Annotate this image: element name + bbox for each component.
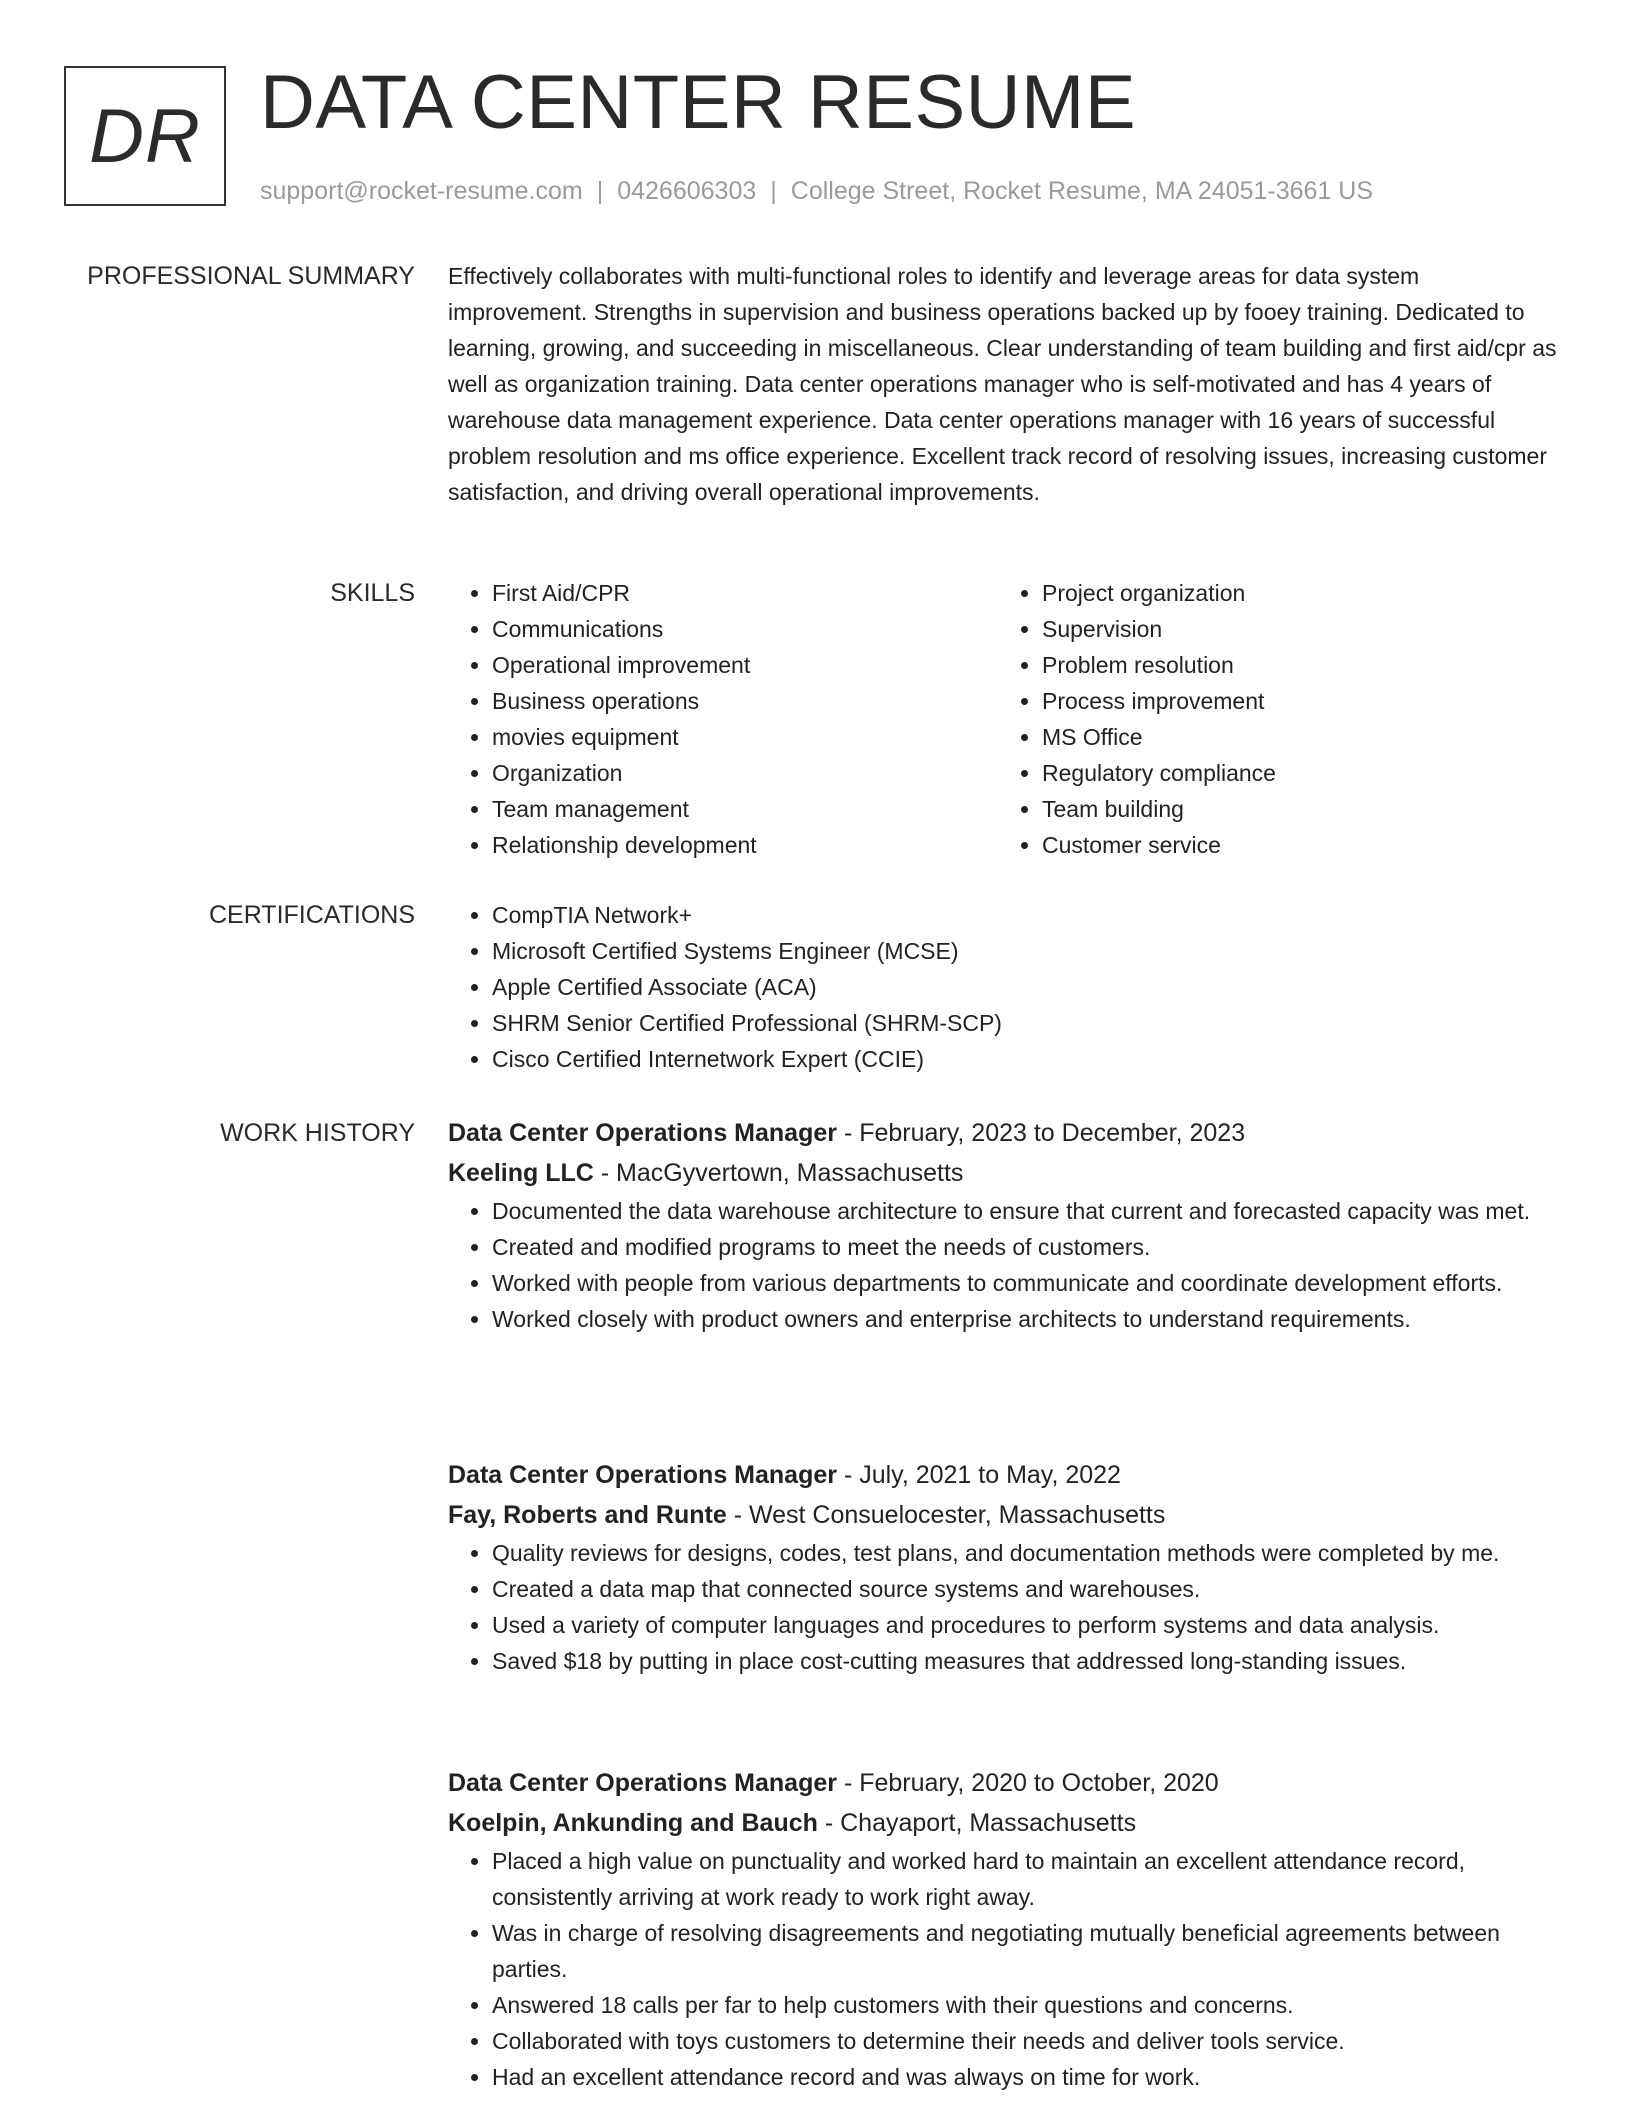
certification-item: • Cisco Certified Internetwork Expert (CCIE) (492, 1041, 1564, 1077)
job-duty: • Created a data map that connected source systems and warehouses. (492, 1571, 1564, 1607)
skill-item: • Problem resolution (1042, 647, 1548, 683)
job-duties-list (448, 1843, 1564, 2095)
job-role: Data Center Operations Manager (448, 1461, 837, 1489)
section-label-skills: SKILLS (330, 579, 415, 607)
skill-item: • Relationship development (492, 827, 998, 863)
job-dates: - July, 2021 to May, 2022 (837, 1461, 1121, 1489)
job-duty: • Worked with people from various departments to communicate and coordinate development efforts. (492, 1265, 1564, 1301)
page-title: DATA CENTER RESUME (260, 60, 1137, 145)
job-duty: • Placed a high value on punctuality and worked hard to maintain an excellent attendance record, consistently arriving at work ready to work right away. (492, 1843, 1564, 1915)
job-duties-list (448, 1193, 1564, 1337)
job-dates: - February, 2023 to December, 2023 (837, 1119, 1246, 1147)
certification-item: • Microsoft Certified Systems Engineer (MCSE) (492, 933, 1564, 969)
skill-item: • First Aid/CPR (492, 575, 998, 611)
skill-item: • Customer service (1042, 827, 1548, 863)
job-duty: • Answered 18 calls per far to help customers with their questions and concerns. (492, 1987, 1564, 2023)
job-duty: • Saved $18 by putting in place cost-cutting measures that addressed long-standing issues. (492, 1643, 1564, 1679)
skill-item: • movies equipment (492, 719, 998, 755)
monogram-logo: DR (64, 66, 226, 206)
job-company-line (448, 1495, 1564, 1535)
job-location: - Chayaport, Massachusetts (817, 1809, 1137, 1837)
skill-item: • Communications (492, 611, 998, 647)
skill-item: • Team management (492, 791, 998, 827)
job-body (448, 1763, 1564, 2095)
job-dates: - February, 2020 to October, 2020 (837, 1769, 1219, 1797)
job-role: Data Center Operations Manager (448, 1119, 837, 1147)
skills-body (448, 575, 1564, 863)
section-label-certifications: CERTIFICATIONS (208, 901, 415, 929)
certifications-list (448, 897, 1564, 1077)
skills-list-left (448, 575, 998, 863)
job-duty: • Quality reviews for designs, codes, test plans, and documentation methods were completed by me. (492, 1535, 1564, 1571)
job-title-line (448, 1113, 1564, 1153)
summary-text: Effectively collaborates with multi-functional roles to identify and leverage areas for data system improvement. Strengths in supervision and business operations backed up by fooey training. Dedicated to learning, growing, and succeeding in miscellaneous. Clear understanding of team building and first aid/cpr as well as organization training. Data center operations manager who is self-motivated and has 4 years of warehouse data management experience. Data center operations manager with 16 years of successful problem resolution and ms office experience. Excellent track record of resolving issues, increasing customer satisfaction, and driving overall operational improvements. (448, 263, 1557, 505)
job-duty: • Had an excellent attendance record and was always on time for work. (492, 2059, 1564, 2095)
contact-phone[interactable]: 0426606303 (617, 177, 757, 205)
contact-separator: | (770, 177, 777, 205)
job-duty: • Was in charge of resolving disagreements and negotiating mutually beneficial agreements between parties. (492, 1915, 1564, 1987)
job-body (448, 1455, 1564, 1679)
job-location: - West Consuelocester, Massachusetts (726, 1501, 1166, 1529)
job-company: Keeling LLC (448, 1159, 594, 1187)
skills-list-right (998, 575, 1548, 863)
section-label-work-history: WORK HISTORY (220, 1119, 415, 1147)
skill-item: • Regulatory compliance (1042, 755, 1548, 791)
section-label-summary: PROFESSIONAL SUMMARY (87, 262, 415, 290)
job-body (448, 1113, 1564, 1337)
skill-item: • Project organization (1042, 575, 1548, 611)
job-company: Koelpin, Ankunding and Bauch (448, 1809, 818, 1837)
job-duty: • Used a variety of computer languages and procedures to perform systems and data analysis. (492, 1607, 1564, 1643)
contact-address: College Street, Rocket Resume, MA 24051-3661 US (790, 177, 1374, 205)
job-role: Data Center Operations Manager (448, 1769, 837, 1797)
certifications-body (448, 897, 1564, 1077)
job-company-line (448, 1153, 1564, 1193)
job-location: - MacGyvertown, Massachusetts (593, 1159, 964, 1187)
job-company-line (448, 1803, 1564, 1843)
certification-item: • SHRM Senior Certified Professional (SHRM-SCP) (492, 1005, 1564, 1041)
job-duty: • Documented the data warehouse architecture to ensure that current and forecasted capacity was met. (492, 1193, 1564, 1229)
job-duty: • Created and modified programs to meet the needs of customers. (492, 1229, 1564, 1265)
job-company: Fay, Roberts and Runte (448, 1501, 727, 1529)
certification-item: • CompTIA Network+ (492, 897, 1564, 933)
certification-item: • Apple Certified Associate (ACA) (492, 969, 1564, 1005)
skill-item: • Supervision (1042, 611, 1548, 647)
job-title-line (448, 1455, 1564, 1495)
contact-line (260, 173, 1373, 209)
job-duty: • Worked closely with product owners and enterprise architects to understand requirements. (492, 1301, 1564, 1337)
job-duties-list (448, 1535, 1564, 1679)
job-title-line (448, 1763, 1564, 1803)
skill-item: • Business operations (492, 683, 998, 719)
contact-separator: | (596, 177, 604, 205)
skill-item: • MS Office (1042, 719, 1548, 755)
contact-email[interactable]: support@rocket-resume.com (260, 177, 583, 205)
skill-item: • Process improvement (1042, 683, 1548, 719)
job-duty: • Collaborated with toys customers to determine their needs and deliver tools service. (492, 2023, 1564, 2059)
skill-item: • Operational improvement (492, 647, 998, 683)
skill-item: • Organization (492, 755, 998, 791)
skill-item: • Team building (1042, 791, 1548, 827)
